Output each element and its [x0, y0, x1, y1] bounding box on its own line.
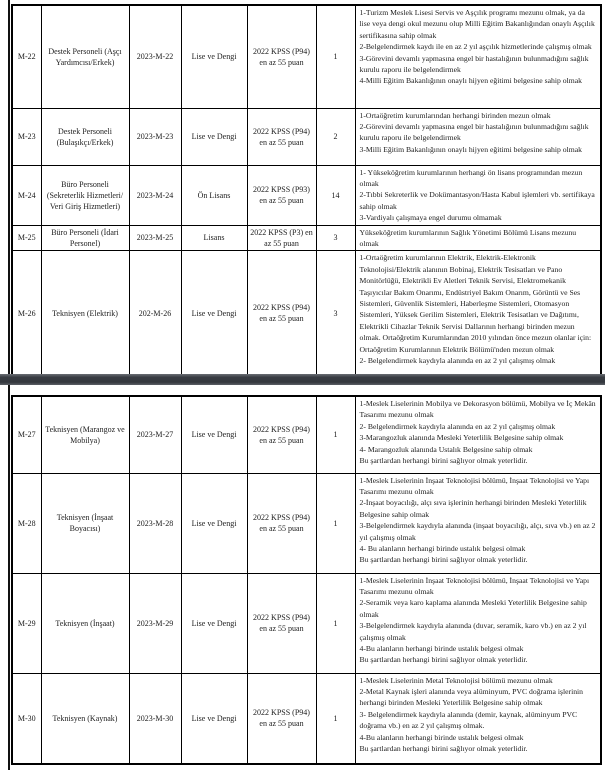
requirements-cell	[355, 673, 601, 764]
requirement-item: 4- Marangozluk alanında Ustalık Belgesine sahip olmak	[359, 444, 533, 454]
kpss-score-cell: 2022 KPSS (P94) en az 55 puan	[247, 108, 316, 165]
position-title-cell: Destek Personeli (Aşçı Yardımcısı/Erkek)	[41, 5, 129, 108]
education-cell: Lise ve Dengi	[181, 108, 247, 165]
position-title-cell: Teknisyen (İnşaat Boyacısı)	[41, 473, 129, 573]
job-postings-table-upper	[11, 4, 602, 377]
requirements-cell	[355, 108, 601, 165]
requirement-item: 1-Meslek Liselerinin İnşaat Teknolojisi bölümü, İnşaat Teknolojisi ve Yapı Tasarımı mezunu olmak	[359, 575, 590, 596]
table-row	[12, 251, 601, 376]
code-cell: M-23	[12, 108, 41, 165]
education-cell: Lise ve Dengi	[181, 573, 247, 673]
position-count-cell: 1	[316, 5, 355, 108]
position-count-cell: 1	[316, 473, 355, 573]
position-count-cell: 2	[316, 108, 355, 165]
requirement-item: 3-Belgelendirmek kaydıyla alanında (inşaat boyacılığı, alçı, sıva vb.) en az 2 yıl çalışmış olmak	[359, 521, 596, 542]
requirement-item: Bu şartlardan herhangi birini sağlıyor olmak yeterlidir.	[359, 456, 528, 466]
code-cell: M-27	[12, 396, 41, 473]
requirement-item: 1-Turizm Meslek Lisesi Servis ve Aşçılık programı mezunu olmak, ya da lise veya dengi okul mezunu olup Milli Eğitim Bakanlığından onaylı Aşçılık sertifikasına sahip olmak	[359, 8, 595, 40]
kpss-score-cell: 2022 KPSS (P94) en az 55 puan	[247, 573, 316, 673]
code-cell: M-28	[12, 473, 41, 573]
requirement-item: 4-Milli Eğitim Bakanlığının onaylı hijyen eğitimi belgesine sahip olmak	[359, 76, 582, 86]
education-cell: Lise ve Dengi	[181, 673, 247, 764]
code-cell: M-22	[12, 5, 41, 108]
application-code-cell: 2023-M-23	[129, 108, 181, 165]
table-row	[12, 473, 601, 573]
kpss-score-cell: 2022 KPSS (P94) en az 55 puan	[247, 396, 316, 473]
position-count-cell: 1	[316, 673, 355, 764]
page-break-separator	[0, 374, 605, 385]
requirement-item: 1-Meslek Liselerinin Mobilya ve Dekorasyon bölümü, Mobilya ve İç Mekân Tasarımı mezunu olmak	[359, 399, 596, 420]
requirement-item: 2-Metal Kaynak işleri alanında veya alüminyum, PVC doğrama işlerinin herhangi birinden Mesleki Yeterlilik Belgesine sahip olmak	[359, 686, 584, 708]
requirement-item: 1-Ortaöğretim kurumlarının Elektrik, Elektrik-Elektronik Teknolojisi/Elektrik alanının Bobinaj, Elektrik Tesisatları ve Pano Monitörlüğü, Elektrikli Ev Aletleri Teknik Servisi, Elektromekanik Taşıyıcılar Bakım Onarımı, Endüstriyel Bakım Onarım, Görüntü ve Ses Sistemleri, Güvenlik Sistemleri, Haberleşme Sistemleri, Otomasyon Sistemleri, Yüksek Gerilim Sistemleri, Elektrik Tesisatları ve Dağıtımı, Elektrikli Cihazlar Teknik Servisi Dallarının herhangi birinden mezun olmak. Ortaöğretim Kurumlarından 2010 yılından önce mezun olanlar için: Ortaöğretim Kurumlarının Elektrik Bölümü'nden mezun olmak	[359, 253, 592, 354]
requirements-cell	[355, 396, 601, 473]
requirement-item: 1-Meslek Liselerinin İnşaat Teknolojisi bölümü, İnşaat Teknolojisi ve Yapı Tasarımı mezunu olmak	[359, 475, 590, 496]
requirement-item: Bu şartlardan herhangi birini sağlıyor olmak yeterlidir.	[359, 555, 528, 565]
code-cell: M-26	[12, 251, 41, 376]
requirement-item: 3-Belgelendirmek kaydıyla alanında (duvar, seramik, karo vb.) en az 2 yıl çalışmış olmak	[359, 621, 587, 642]
requirement-item: 3-Milli Eğitim Bakanlığının onaylı hijyen eğitimi belgesine sahip olmak	[359, 144, 582, 154]
requirements-cell	[355, 573, 601, 673]
position-count-cell: 1	[316, 573, 355, 673]
requirement-item: 1- Yükseköğretim kurumlarının herhangi ön lisans programından mezun olmak	[359, 167, 583, 188]
requirements-cell	[355, 473, 601, 573]
position-count-cell: 3	[316, 251, 355, 376]
kpss-score-cell: 2022 KPSS (P94) en az 55 puan	[247, 673, 316, 764]
education-cell: Lise ve Dengi	[181, 396, 247, 473]
application-code-cell: 202-M-26	[129, 251, 181, 376]
code-cell: M-25	[12, 225, 41, 251]
application-code-cell: 2023-M-25	[129, 225, 181, 251]
requirement-item: 2-Tıbbi Sekreterlik ve Dokümantasyon/Hasta Kabul işlemleri vb. sertifikaya sahip olmak	[359, 190, 595, 211]
table-row	[12, 225, 601, 251]
table-row	[12, 5, 601, 108]
requirement-item: Bu şartlardan herhangi birini sağlıyor olmak yeterlidir.	[359, 743, 528, 753]
requirement-item: 3- Belgelendirmek kaydıyla alanında (demir, kaynak, alüminyum PVC doğrama vb.) en az 2 yıl çalışmış olmak.	[359, 709, 578, 731]
application-code-cell: 2023-M-29	[129, 573, 181, 673]
position-title-cell: Teknisyen (Kaynak)	[41, 673, 129, 764]
page-left-border	[8, 0, 10, 770]
table-row	[12, 396, 601, 473]
application-code-cell: 2023-M-24	[129, 165, 181, 225]
requirement-item: 3-Görevini devamlı yapmasına engel bir hastalığının bulunmadığını sağlık kurulu raporu ile belgelendirmek	[359, 53, 589, 75]
requirement-item: 2- Belgelendirmek kaydıyla alanında en az 2 yıl çalışmış olmak	[359, 356, 556, 365]
education-cell: Lisans	[181, 225, 247, 251]
education-cell: Lise ve Dengi	[181, 5, 247, 108]
kpss-score-cell: 2022 KPSS (P94) en az 55 puan	[247, 5, 316, 108]
requirement-item: 4- Bu alanların herhangi birinde ustalık belgesi olmak	[359, 543, 526, 553]
job-postings-table-lower	[11, 395, 602, 765]
requirement-item: 3-Marangozluk alanında Mesleki Yeterlilik Belgesine sahip olmak	[359, 433, 564, 443]
position-title-cell: Teknisyen (Marangoz ve Mobilya)	[41, 396, 129, 473]
kpss-score-cell: 2022 KPSS (P94) en az 55 puan	[247, 251, 316, 376]
requirements-cell	[355, 5, 601, 108]
position-count-cell: 1	[316, 396, 355, 473]
application-code-cell: 2023-M-30	[129, 673, 181, 764]
requirement-item: 4-Bu alanların herhangi birinde ustalık belgesi olmak	[359, 643, 524, 653]
requirement-item: Yükseköğretim kurumlarının Sağlık Yönetimi Bölümü Lisans mezunu olmak	[359, 227, 577, 248]
position-count-cell: 14	[316, 165, 355, 225]
requirement-item: 1-Meslek Liselerinin Metal Teknolojisi bölümü mezunu olmak	[359, 675, 553, 685]
requirement-item: 2-Seramik veya karo kaplama alanında Mesleki Yeterlilik Belgesine sahip olmak	[359, 598, 587, 619]
application-code-cell: 2023-M-27	[129, 396, 181, 473]
table-row	[12, 673, 601, 764]
education-cell: Ön Lisans	[181, 165, 247, 225]
kpss-score-cell: 2022 KPSS (P3) en az 55 puan	[247, 225, 316, 251]
code-cell: M-29	[12, 573, 41, 673]
requirement-item: 2-Görevini devamlı yapmasına engel bir hastalığının bulunmadığını sağlık kurulu raporu ile belgelendirmek	[359, 121, 589, 143]
requirement-item: 3-Vardiyalı çalışmaya engel durumu olmamak	[359, 213, 502, 223]
position-title-cell: Teknisyen (İnşaat)	[41, 573, 129, 673]
code-cell: M-24	[12, 165, 41, 225]
requirement-item: 2- Belgelendirmek kaydıyla alanında en az 2 yıl çalışmış olmak	[359, 421, 556, 431]
table-row	[12, 573, 601, 673]
requirement-item: 4-Bu alanların herhangi birinde ustalık belgesi olmak	[359, 732, 524, 742]
kpss-score-cell: 2022 KPSS (P94) en az 55 puan	[247, 473, 316, 573]
code-cell: M-30	[12, 673, 41, 764]
education-cell: Lise ve Dengi	[181, 473, 247, 573]
position-title-cell: Teknisyen (Elektrik)	[41, 251, 129, 376]
application-code-cell: 2023-M-28	[129, 473, 181, 573]
requirement-item: Bu şartlardan herhangi birini sağlıyor olmak yeterlidir.	[359, 655, 528, 665]
position-title-cell: Büro Personeli (Sekreterlik Hizmetleri/ Veri Giriş Hizmetleri)	[41, 165, 129, 225]
requirement-item: 2-İnşaat boyacılığı, alçı sıva işlerinin herhangi birinden Mesleki Yeterlilik Belgesine sahip olmak	[359, 498, 587, 519]
table-row	[12, 108, 601, 165]
requirements-cell	[355, 251, 601, 376]
requirements-cell	[355, 225, 601, 251]
requirements-cell	[355, 165, 601, 225]
position-title-cell: Destek Personeli (Bulaşıkçı/Erkek)	[41, 108, 129, 165]
application-code-cell: 2023-M-22	[129, 5, 181, 108]
position-title-cell: Büro Personeli (İdari Personel)	[41, 225, 129, 251]
education-cell: Lise ve Dengi	[181, 251, 247, 376]
position-count-cell: 3	[316, 225, 355, 251]
kpss-score-cell: 2022 KPSS (P93) en az 55 puan	[247, 165, 316, 225]
table-row	[12, 165, 601, 225]
requirement-item: 2-Belgelendirmek kaydı ile en az 2 yıl aşçılık hizmetlerinde çalışmış olmak	[359, 42, 592, 52]
requirement-item: 1-Ortaöğretim kurumlarından herhangi birinden mezun olmak	[359, 110, 551, 120]
